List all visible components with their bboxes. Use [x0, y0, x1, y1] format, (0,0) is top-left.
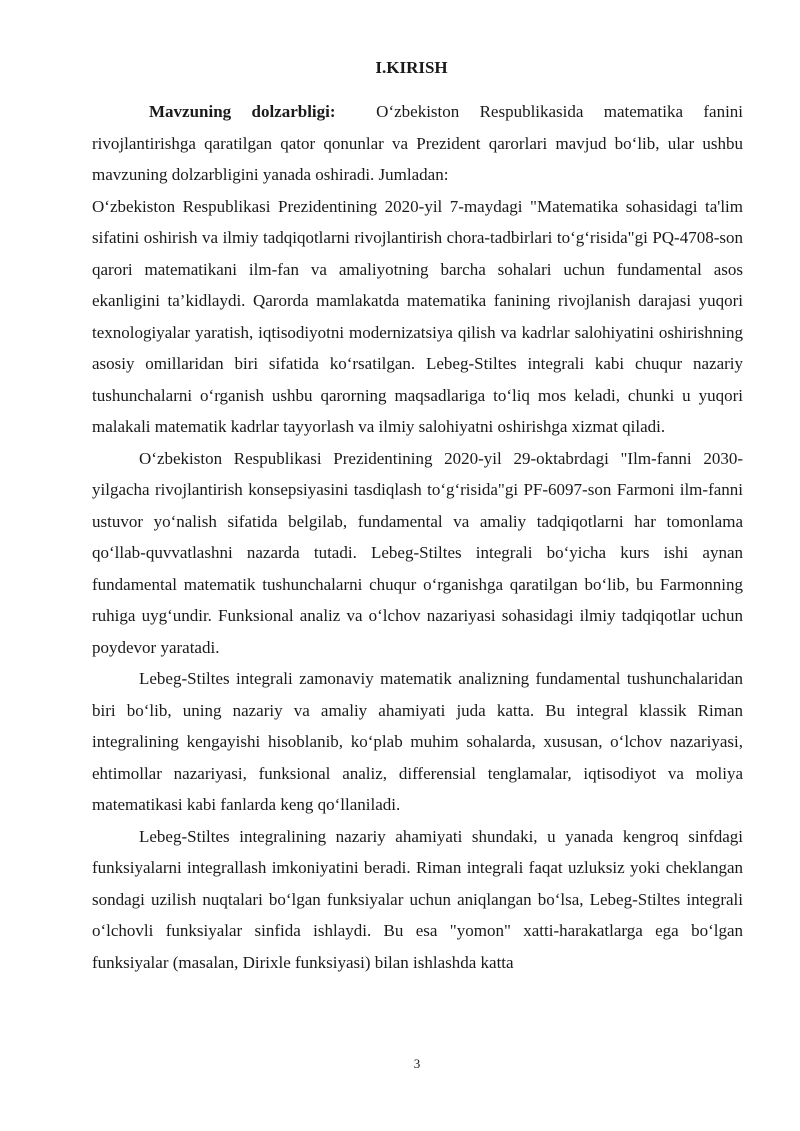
page-number: 3 [413, 1056, 421, 1071]
document-page [92, 58, 743, 978]
relevance-label: Mavzuning dolzarbligi: [149, 102, 336, 121]
paragraph-integral-importance: Lebeg-Stiltes integrali zamonaviy matematik analizning fundamental tushunchalaridan biri bo‘lib, uning nazariy va amaliy ahamiyati juda katta. Bu integral klassik Riman integralining kengayishi hisoblanib, ko‘plab muhim sohalarda, xususan, o‘lchov nazariyasi, ehtimollar nazariyasi, funksional analiz, differensial tenglamalar, iqtisodiyot va moliya matematikasi kabi fanlarda keng qo‘llaniladi. [92, 669, 743, 814]
section-heading: I.KIRISH [375, 58, 448, 77]
paragraph-decree-pq4708: O‘zbekiston Respublikasi Prezidentining 2020-yil 7-maydagi "Matematika sohasidagi ta'lim sifatini oshirish va ilmiy tadqiqotlarni rivojlantirish chora-tadbirlari to‘g‘risida"gi PQ-4708-son qarori matematikani ilm-fan va amaliyotning barcha sohalari uchun fundamental asos ekanligini ta’kidlaydi. Qarorda mamlakatda matematika fanining rivojlanish darajasi yuqori texnologiyalar yaratish, iqtisodiyotni modernizatsiya qilish va kadrlar salohiyatini oshirishning asosiy omillaridan biri sifatida ko‘rsatilgan. Lebeg-Stiltes integrali kabi chuqur nazariy tushunchalarni o‘rganish ushbu qarorning maqsadlariga to‘liq mos keladi, chunki u yuqori malakali matematik kadrlar tayyorlash va ilmiy salohiyatni oshirishga xizmat qiladi. [92, 196, 743, 436]
paragraph-theoretical-significance: Lebeg-Stiltes integralining nazariy ahamiyati shundaki, u yanada kengroq sinfdagi funksiyalarni integrallash imkoniyatini beradi. Riman integrali faqat uzluksiz yoki cheklangan sondagi uzilish nuqtalari bo‘lgan funksiyalar uchun aniqlangan bo‘lsa, Lebeg-Stiltes integrali o‘lchovli funksiyalar sinfida ishlaydi. Bu esa "yomon" xatti-harakatlarga ega bo‘lgan funksiyalar (masalan, Dirixle funksiyasi) bilan ishlashda katta [92, 826, 743, 972]
paragraph-decree-pf6097: O‘zbekiston Respublikasi Prezidentining 2020-yil 29-oktabrdagi "Ilm-fanni 2030-yilgacha rivojlantirish konsepsiyasini tasdiqlash to‘g‘risida"gi PF-6097-son Farmoni ilm-fanni ustuvor yo‘nalish sifatida belgilab, fundamental va amaliy tadqiqotlarni har tomonlama qo‘llab-quvvatlashni nazarda tutadi. Lebeg-Stiltes integrali bo‘yicha kurs ishi aynan fundamental matematik tushunchalarni chuqur o‘rganishga qaratilgan bo‘lib, bu Farmonning ruhiga uyg‘undir. Funksional analiz va o‘lchov nazariyasi sohasidagi ilmiy tadqiqotlar uchun poydevor yaratadi. [92, 448, 743, 657]
intro-text: O‘zbekiston Respublikasida matematika fanini rivojlantirishga qaratilgan qator qonunlar va Prezident qarorlari mavjud bo‘lib, ular ushbu mavzuning dolzarbligini yanada oshiradi. Jumladan: [92, 102, 744, 184]
intro-paragraph [92, 96, 743, 191]
